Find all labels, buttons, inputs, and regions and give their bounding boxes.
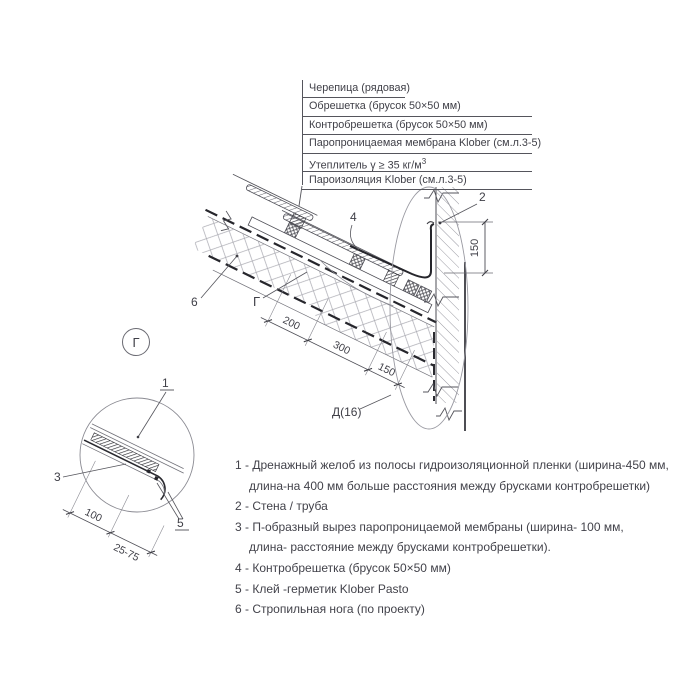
dimension-value-300: 300 <box>331 338 353 358</box>
leader-dot <box>439 222 442 225</box>
leader-cutout <box>63 464 126 477</box>
legend-item-4: 4 - Контробрешетка (брусок 50×50 мм) <box>235 560 451 575</box>
spec-table <box>302 80 542 190</box>
spec-row-label: Черепица (рядовая) <box>309 82 410 94</box>
dimension-tick <box>66 509 74 517</box>
dimension-tick <box>364 366 372 374</box>
label-drain: 1 <box>162 376 169 390</box>
spec-row-label: Утеплитель γ ≥ 35 кг/м <box>309 159 422 172</box>
leader-section <box>360 395 391 409</box>
dimension-value-200: 200 <box>280 314 302 333</box>
detail-view <box>54 376 194 571</box>
spec-row-counter-battens <box>302 117 532 135</box>
leader-dot <box>236 255 239 258</box>
node-circle-letter: Г <box>132 335 140 350</box>
dimension-value-150: 150 <box>469 238 481 258</box>
node-circle <box>123 329 150 356</box>
label-wall: 2 <box>479 190 486 204</box>
spec-row-membrane <box>302 135 542 153</box>
break-symbol-wall-foot <box>436 408 462 420</box>
spec-row-superscript: 3 <box>421 156 427 166</box>
leader-glue-a <box>157 483 179 519</box>
detail-layers <box>75 424 185 504</box>
spec-row-label: Контробрешетка (брусок 50×50 мм) <box>309 118 488 131</box>
label-glue: 5 <box>177 516 184 530</box>
dimension-value-150b: 150 <box>376 360 398 380</box>
label-rafter: 6 <box>191 295 198 309</box>
legend-item-5: 5 - Клей -герметик Klober Pasto <box>235 581 409 596</box>
detail-drain-strip <box>91 433 159 472</box>
spec-row-label: Пароизоляция Klober (см.л.3-5) <box>309 173 467 186</box>
dimension-value-25-75: 25-75 <box>111 541 141 564</box>
label-cutout: 3 <box>54 470 61 484</box>
legend-item-1: 1 - Дренажный желоб из полосы гидроизоляционной пленки (ширина-450 мм, <box>235 458 669 472</box>
dimension-value-100: 100 <box>82 506 104 525</box>
legend-item-1-cont: длина-на 400 мм больше расстояния между брусками контробрешетки) <box>249 478 651 493</box>
spec-row-insulation <box>302 154 532 172</box>
legend <box>235 455 675 620</box>
spec-row-label: Паропроницаемая мембрана Klober (см.л.3-5) <box>309 137 542 150</box>
dimension-tick <box>106 529 114 537</box>
spec-row-label: Обрешетка (брусок 50×50 мм) <box>309 100 461 113</box>
leader-drain <box>138 392 166 437</box>
extension-line <box>108 495 129 537</box>
legend-item-2: 2 - Стена / труба <box>235 499 328 514</box>
dimension-tick <box>147 548 155 556</box>
label-section-ref: Д(16) <box>332 405 362 419</box>
dimension-tick <box>304 336 312 344</box>
leader-dot <box>137 436 140 439</box>
spec-row-tiles <box>302 80 410 98</box>
spec-row-vapour-barrier <box>302 172 532 190</box>
legend-item-3: 3 - П-образный вырез паропроницаемой мембраны (ширина- 100 мм, <box>235 519 624 534</box>
spec-row-battens <box>302 98 532 116</box>
label-counter-batten: 4 <box>350 210 357 224</box>
leader-rafter <box>201 256 237 298</box>
label-node-pointer: Г <box>253 294 261 309</box>
leader-glue-b <box>168 492 183 519</box>
legend-item-6: 6 - Стропильная нога (по проекту) <box>235 602 425 617</box>
dimension-tick <box>264 317 272 325</box>
legend-item-3-cont: длина- расстояние между брусками контробрешетки). <box>249 540 551 555</box>
